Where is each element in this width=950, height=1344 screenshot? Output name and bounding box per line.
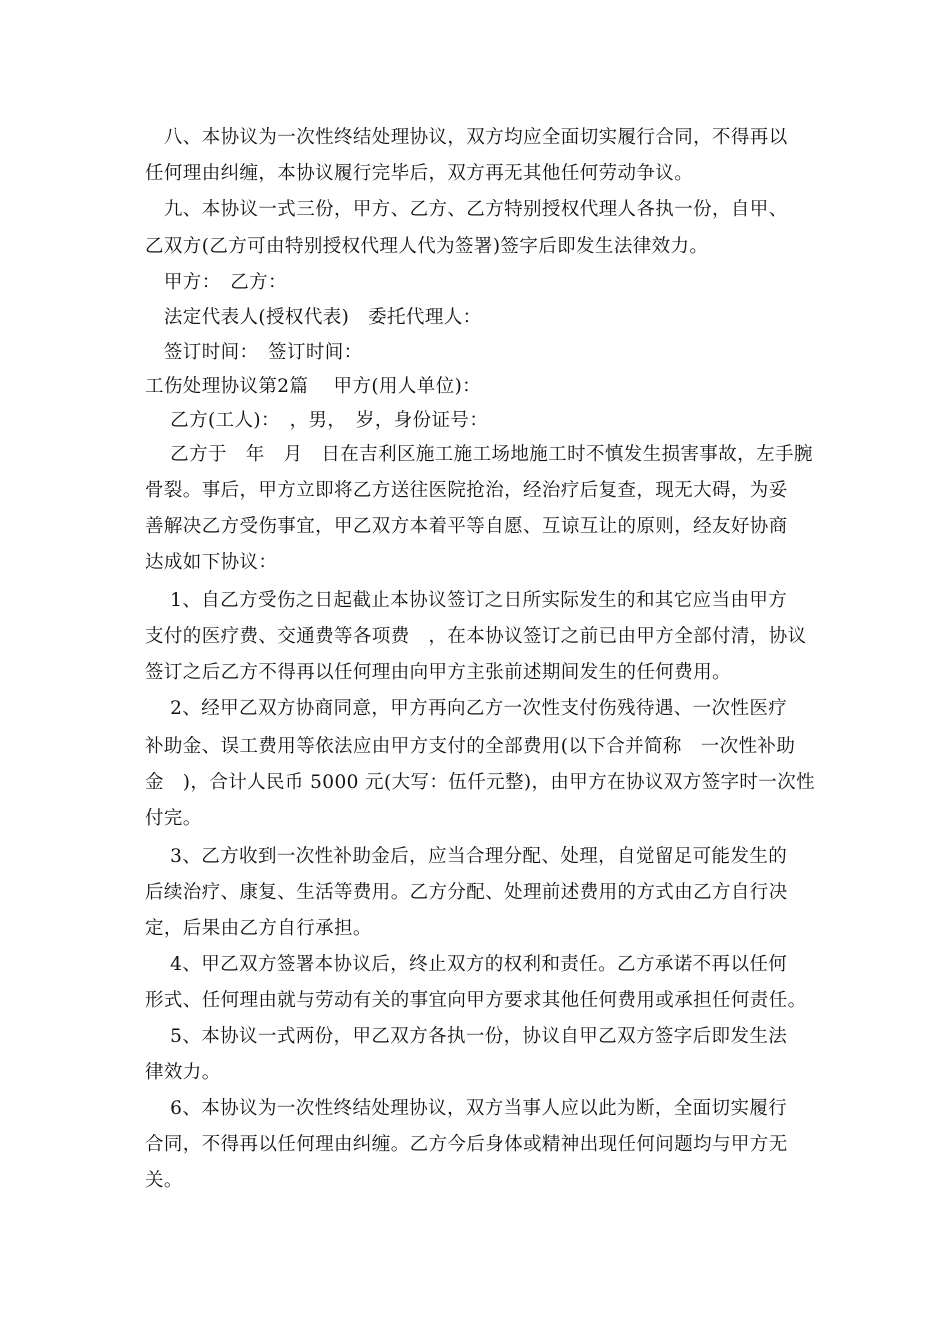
text-line: 付完。 [145, 808, 202, 829]
text-line: 合同，不得再以任何理由纠缠。乙方今后身体或精神出现任何问题均与甲方无 [145, 1134, 788, 1155]
text-line: 2、经甲乙双方协商同意，甲方再向乙方一次性支付伤残待遇、一次性医疗 [145, 698, 788, 719]
text-line: 签订时间： 签订时间： [145, 342, 363, 363]
text-line: 善解决乙方受伤事宜，甲乙双方本着平等自愿、互谅互让的原则，经友好协商 [145, 516, 788, 537]
text-line: 定，后果由乙方自行承担。 [145, 918, 372, 939]
text-line: 九、本协议一式三份，甲方、乙方、乙方特别授权代理人各执一份，自甲、 [145, 199, 788, 220]
text-line: 3、乙方收到一次性补助金后，应当合理分配、处理，自觉留足可能发生的 [145, 846, 788, 867]
text-line: 乙方于 年 月 日在吉利区施工施工场地施工时不慎发生损害事故，左手腕 [145, 444, 813, 465]
text-line: 法定代表人(授权代表) 委托代理人： [145, 307, 482, 328]
text-line: 形式、任何理由就与劳动有关的事宜向甲方要求其他任何费用或承担任何责任。 [145, 990, 807, 1011]
text-line: 骨裂。事后，甲方立即将乙方送往医院抢治，经治疗后复查，现无大碍，为妥 [145, 480, 788, 501]
text-line: 1、自乙方受伤之日起截止本协议签订之日所实际发生的和其它应当由甲方 [145, 590, 788, 611]
text-line: 任何理由纠缠，本协议履行完毕后，双方再无其他任何劳动争议。 [145, 163, 694, 184]
text-line: 达成如下协议： [145, 552, 278, 573]
text-line: 补助金、误工费用等依法应由甲方支付的全部费用(以下合并简称 一次性补助 [145, 736, 796, 757]
text-line: 后续治疗、康复、生活等费用。乙方分配、处理前述费用的方式由乙方自行决 [145, 882, 788, 903]
text-line: 签订之后乙方不得再以任何理由向甲方主张前述期间发生的任何费用。 [145, 662, 731, 683]
text-line: 支付的医疗费、交通费等各项费 ，在本协议签订之前已由甲方全部付清，协议 [145, 626, 807, 647]
text-line: 5、本协议一式两份，甲乙双方各执一份，协议自甲乙双方签字后即发生法 [145, 1026, 788, 1047]
text-line: 乙双方(乙方可由特别授权代理人代为签署)签字后即发生法律效力。 [145, 236, 709, 257]
text-line: 关。 [145, 1170, 183, 1191]
text-line: 律效力。 [145, 1062, 221, 1083]
text-line: 金 )，合计人民币 5000 元(大写：伍仟元整)，由甲方在协议双方签字时一次性 [145, 772, 815, 793]
text-line: 6、本协议为一次性终结处理协议，双方当事人应以此为断，全面切实履行 [145, 1098, 788, 1119]
section-title: 工伤处理协议第2篇 甲方(用人单位)： [145, 376, 482, 397]
text-line: 乙方(工人)： ，男， 岁，身份证号： [145, 410, 489, 431]
text-line: 4、甲乙双方签署本协议后，终止双方的权利和责任。乙方承诺不再以任何 [145, 954, 788, 975]
text-line: 甲方： 乙方： [145, 272, 287, 293]
text-line: 八、本协议为一次性终结处理协议，双方均应全面切实履行合同，不得再以 [145, 127, 788, 148]
